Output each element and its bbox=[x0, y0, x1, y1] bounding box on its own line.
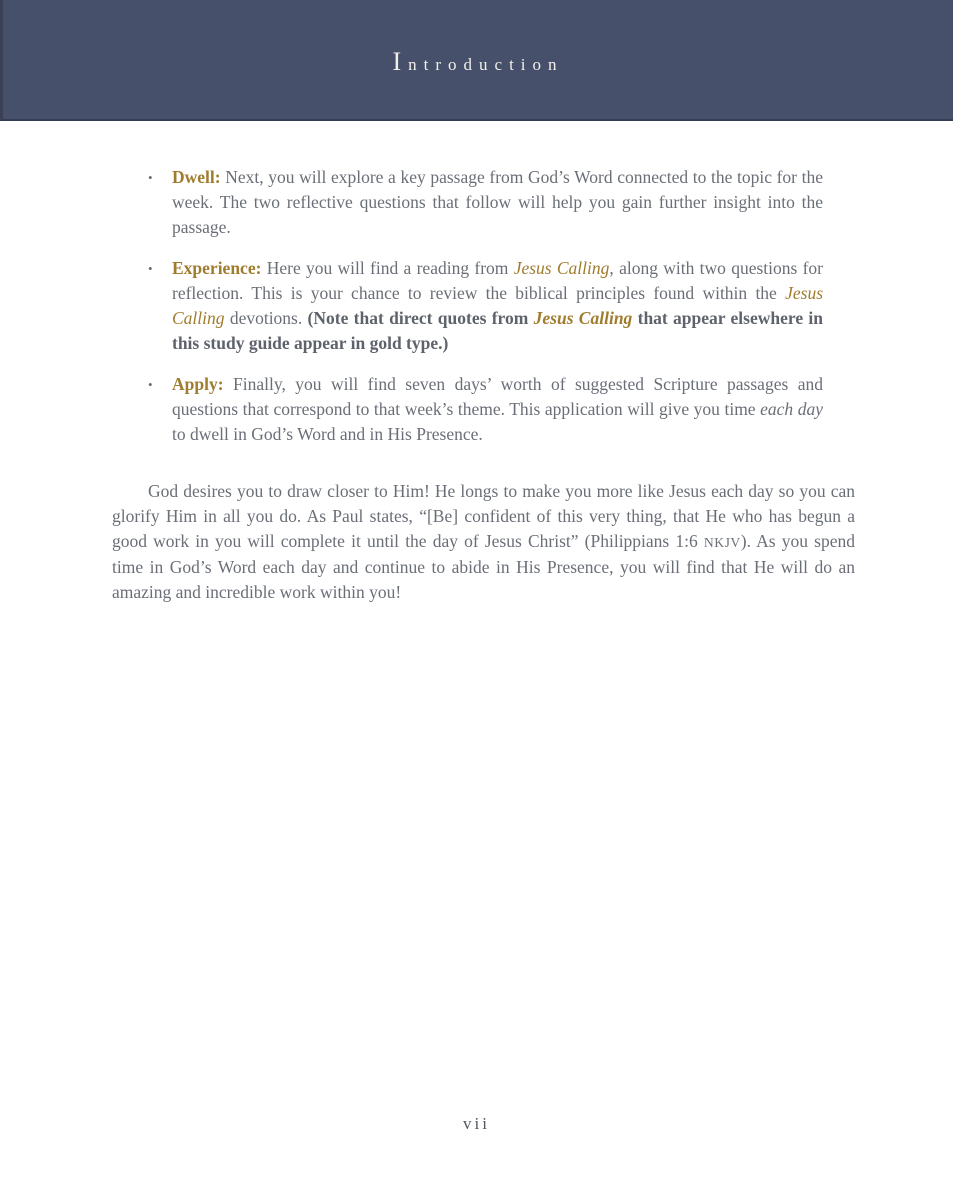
bullet-icon: • bbox=[148, 170, 153, 185]
text-segment-normal: devotions. bbox=[224, 308, 308, 328]
text-segment-lead: Dwell: bbox=[172, 167, 221, 187]
bullet-text bbox=[172, 165, 823, 240]
text-segment-gold-italic: Jesus Calling bbox=[513, 258, 610, 278]
text-segment-normal: ). As you spend time in God’s Word each day and continue to abide in His Presence, you will find that He will do an amazing and incredible work within you! bbox=[112, 531, 855, 602]
text-segment-normal: Finally, you will find seven days’ worth of suggested Scripture passages and questions that correspond to that week’s theme. This application will give you time bbox=[172, 374, 823, 419]
text-segment-normal: Next, you will explore a key passage from God’s Word connected to the topic for the week. The two reflective questions that follow will help you gain further insight into the passage. bbox=[172, 167, 823, 237]
text-segment-gold-italic: Jesus Calling bbox=[172, 283, 823, 328]
closing-paragraph bbox=[112, 479, 855, 605]
text-segment-italic: each day bbox=[760, 399, 823, 419]
text-segment-lead: Apply: bbox=[172, 374, 224, 394]
list-item bbox=[148, 165, 823, 240]
text-segment-normal: Here you will find a reading from bbox=[261, 258, 514, 278]
text-segment-normal: , along with two questions for reflection. This is your chance to review the biblical principles found within the bbox=[172, 258, 823, 303]
list-item bbox=[148, 256, 823, 356]
bullet-list bbox=[112, 165, 855, 447]
list-item bbox=[148, 372, 823, 447]
chapter-title: Introduction bbox=[392, 46, 564, 76]
bullet-icon: • bbox=[148, 261, 153, 276]
bullet-icon: • bbox=[148, 377, 153, 392]
text-segment-smallcaps: NKJV bbox=[703, 535, 741, 550]
bullet-text bbox=[172, 256, 823, 356]
text-segment-normal: God desires you to draw closer to Him! He longs to make you more like Jesus each day so you can glorify Him in all you do. As Paul states, “[Be] confident of this very thing, that He who has begun a good work in you will complete it until the day of Jesus Christ” (Philippians 1:6 bbox=[112, 481, 855, 551]
text-segment-bold: (Note that direct quotes from bbox=[307, 308, 534, 328]
bullet-text bbox=[172, 372, 823, 447]
text-segment-lead: Experience: bbox=[172, 258, 262, 278]
text-segment-gold-italic-bold: Jesus Calling bbox=[533, 308, 633, 328]
chapter-header-band bbox=[0, 0, 953, 121]
text-segment-normal: to dwell in God’s Word and in His Presence. bbox=[172, 424, 483, 444]
page-number: vii bbox=[463, 1114, 490, 1133]
page-content bbox=[112, 165, 855, 605]
text-segment-bold: that appear elsewhere in this study guide appear in gold type.) bbox=[172, 308, 823, 353]
